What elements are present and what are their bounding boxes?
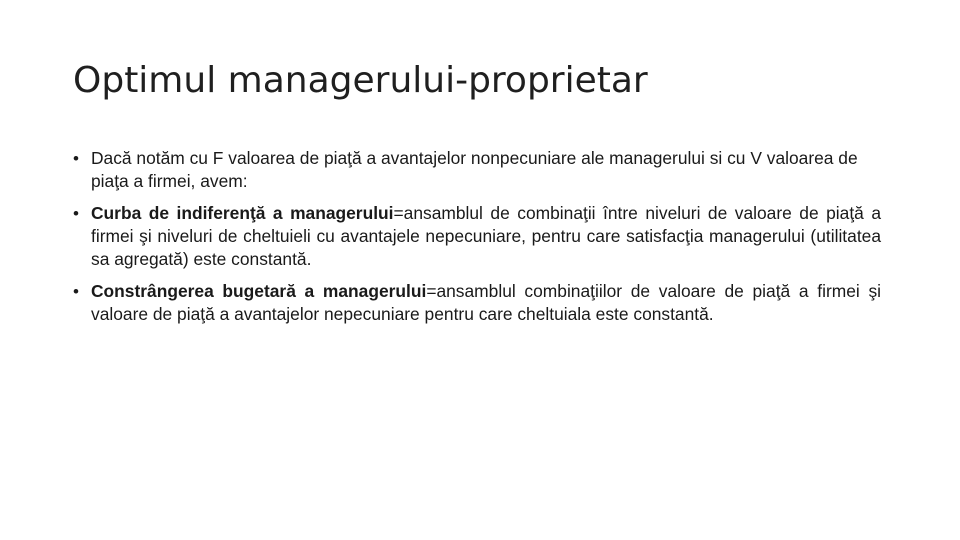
bullet-term: Curba de indiferenţă a managerului [91,203,394,223]
bullet-icon: • [73,204,79,223]
bullet-item [73,280,881,326]
bullet-text: =ansamblul combinaţiilor de valoare de piaţă a firmei şi valoare de piaţă a avantajelor nepecuniare pentru care cheltuiala este constantă. [91,281,882,324]
bullet-item [73,147,881,193]
bullet-text: Dacă notăm cu F valoarea de piaţă a avantajelor nonpecuniare ale managerului si cu V valoarea de piaţa a firmei, avem: [91,148,858,191]
slide-title: Optimul managerului-proprietar [73,60,648,101]
bullet-list [73,147,881,335]
bullet-text: =ansamblul de combinaţii între niveluri de valoare de piaţă a firmei şi niveluri de cheltuieli cu avantajele nepecuniare, pentru care satisfacţia managerului (utilitatea sa agregată) este constantă. [91,203,882,269]
bullet-item [73,202,881,271]
bullet-term: Constrângerea bugetară a managerului [91,281,427,301]
bullet-icon: • [73,282,79,301]
bullet-icon: • [73,149,79,168]
